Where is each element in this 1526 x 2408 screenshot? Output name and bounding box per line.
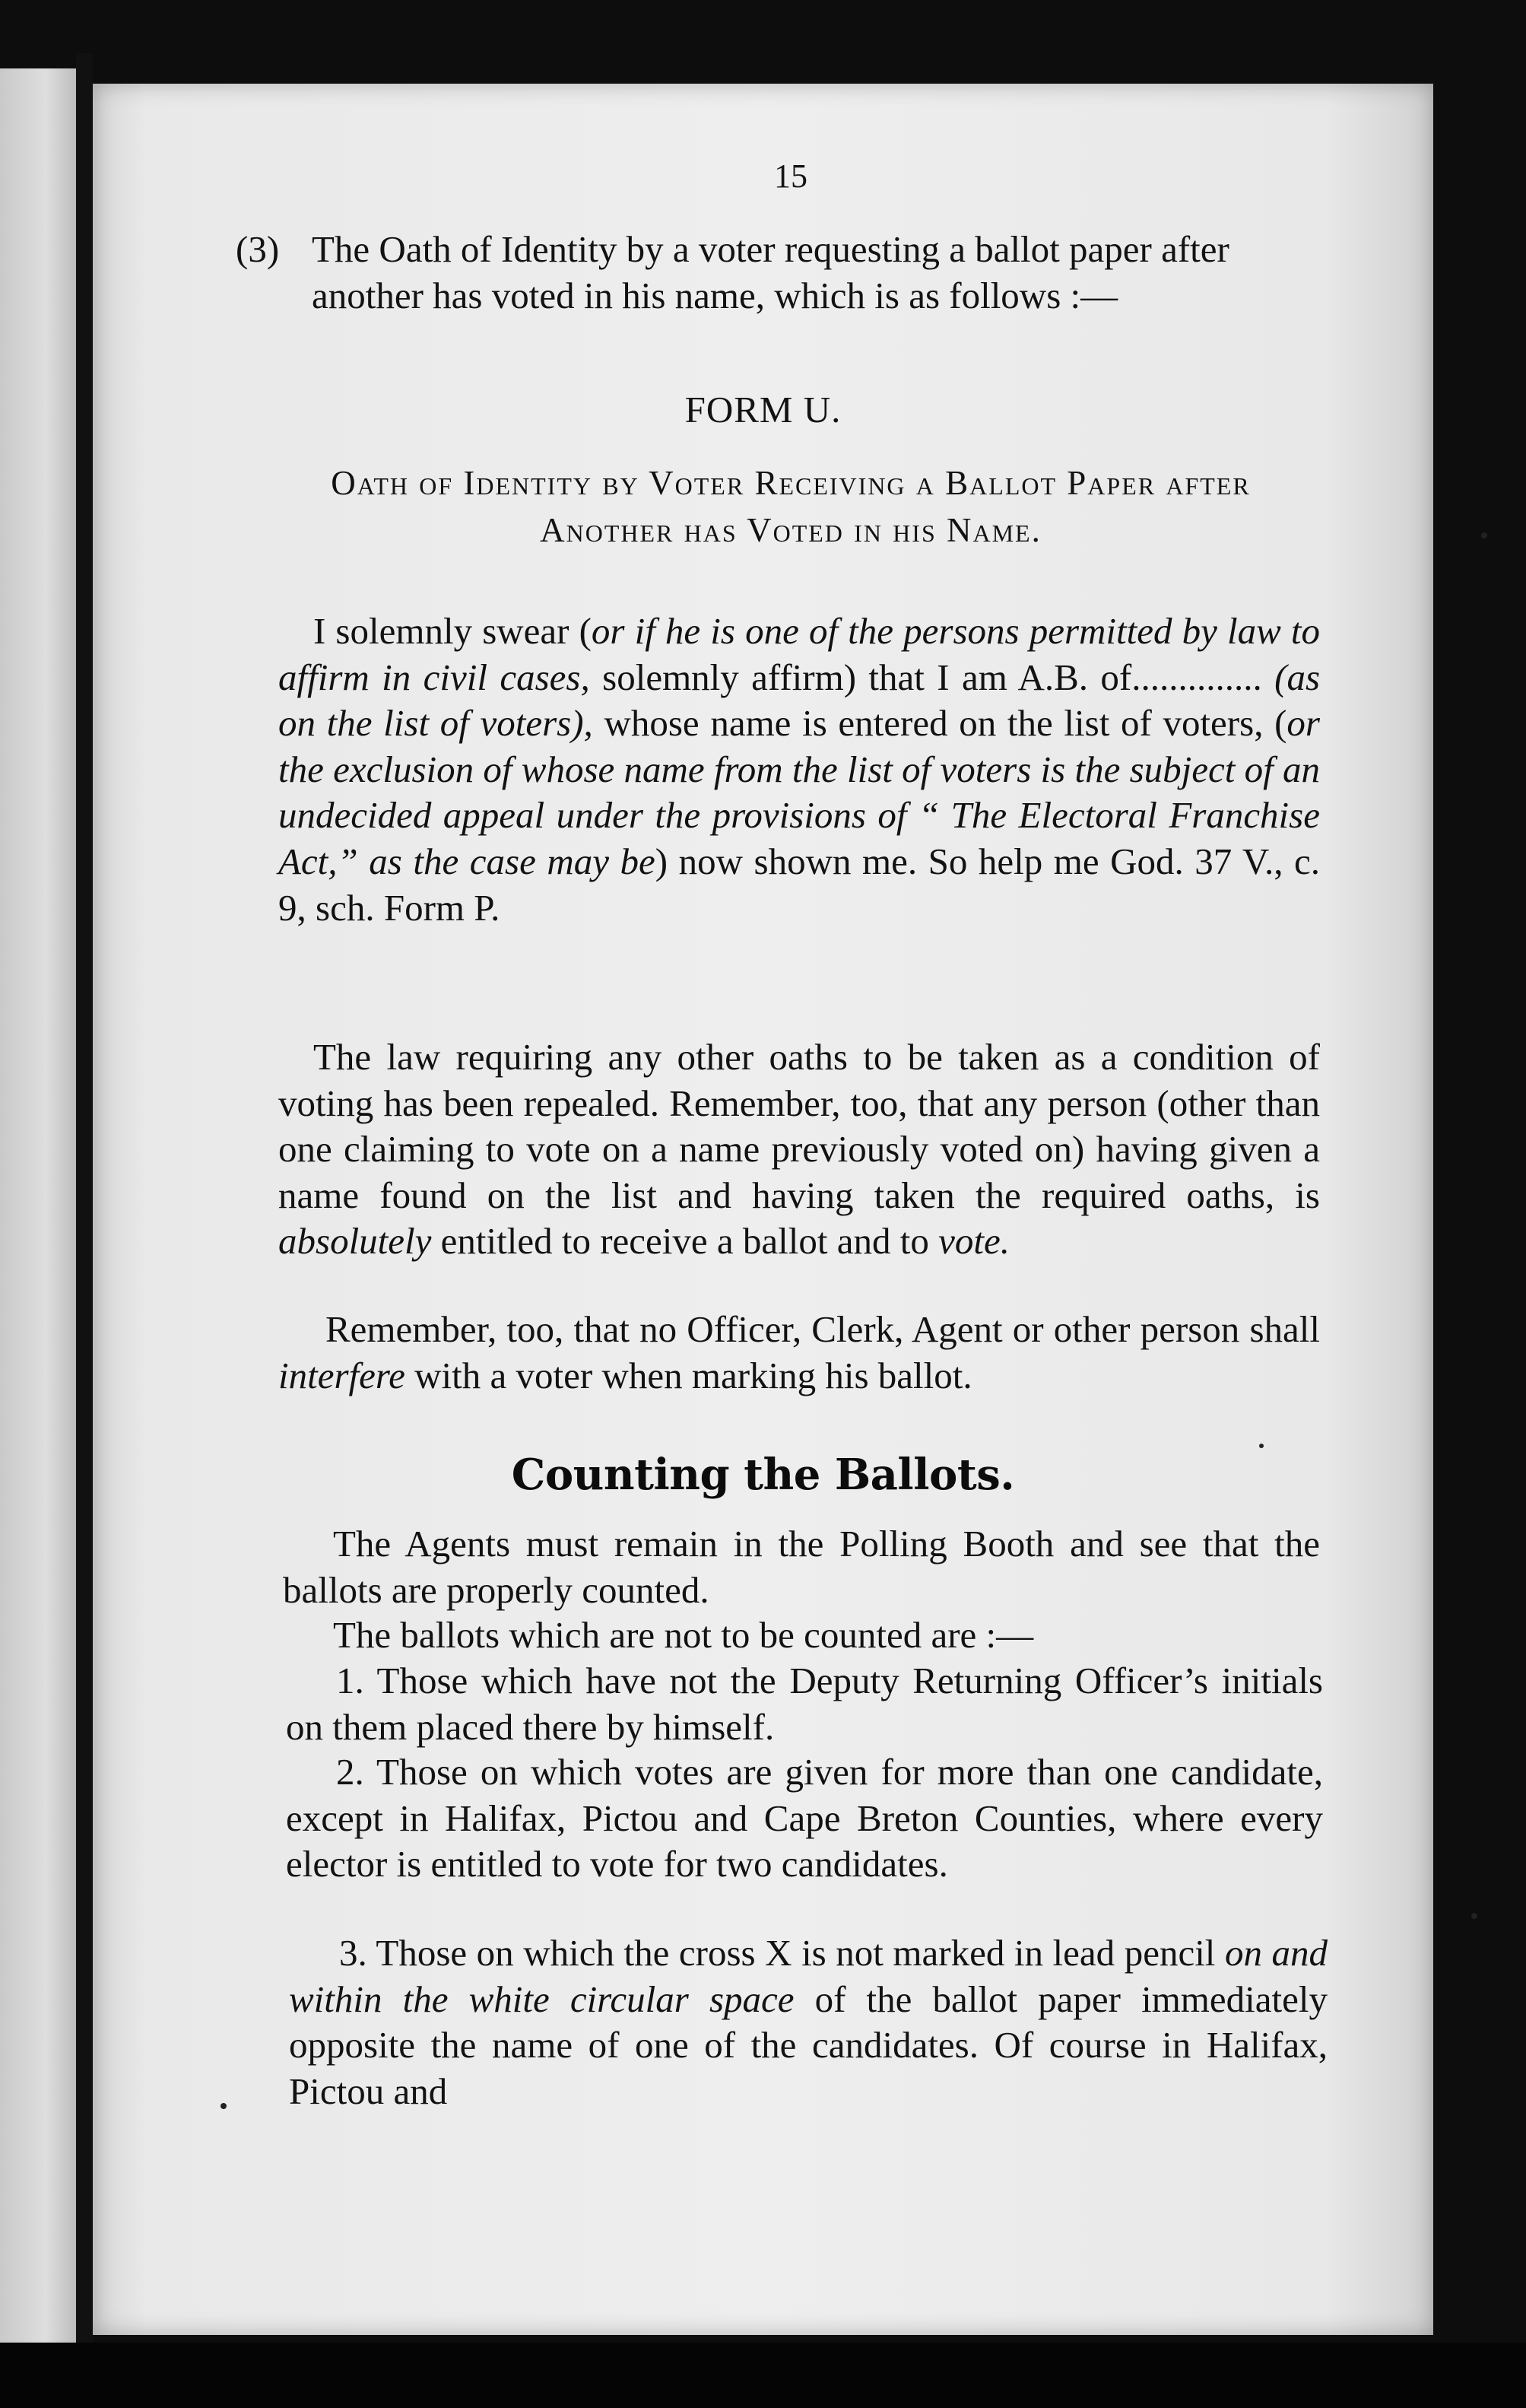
oath-text-2: solemnly affirm) that I am A.B. of.............. [589, 656, 1275, 698]
scan-border [0, 2343, 1526, 2408]
oath-text-3: whose name is entered on the list of voters, ( [592, 702, 1287, 745]
rule-2-paragraph: 2. Those on which votes are given for more than one candidate, except in Halifax, Pictou and Cape Breton Counties, where every elector is entitled to vote for two candidates. [286, 1751, 1323, 1885]
oath-italic-3: or the exclusion of whose name from the list of voters is the subject of an undecided appeal under the provisions of “ The Electoral Franchise Act,” as the case may be [278, 702, 1320, 882]
rule-3-paragraph [289, 1930, 1328, 2114]
rule-1-paragraph: 1. Those which have not the Deputy Returning Officer’s initials on them placed there by himself. [286, 1660, 1323, 1748]
scan-speck [1471, 1913, 1477, 1919]
oath-italic-1: or if he is one of the persons permitted by law to affirm in civil cases, [278, 610, 1320, 698]
scan-speck [1259, 1444, 1264, 1448]
rule-3-text-2: of the ballot paper immediately opposite the name of one of the candidates. Of course in Halifax, Pictou and [289, 1978, 1328, 2112]
oath-of-identity-item [236, 227, 1309, 319]
rule-3-text-1: 3. Those on which the cross X is not marked in lead pencil [339, 1932, 1225, 1974]
law-text-2: entitled to receive a ballot and to [431, 1220, 939, 1263]
scan-speck [1481, 532, 1487, 538]
oath-text-1: I solemnly swear ( [313, 610, 592, 652]
law-italic-1: absolutely [278, 1220, 432, 1263]
law-text-1: The law requiring any other oaths to be taken as a condition of voting has been repealed. Remember, too, that any person (other than one claiming to vote on a name previously voted on) having given a name found on the list and having taken the required oaths, is [278, 1036, 1320, 1216]
scan-speck [220, 2103, 227, 2109]
law-paragraph [278, 1034, 1320, 1265]
oath-paragraph [278, 608, 1320, 931]
item-number: (3) [236, 228, 280, 270]
rule-3-italic-1: on and within the white circular space [289, 1932, 1328, 2020]
form-title: FORM U. [684, 389, 842, 430]
section-heading: Counting the Ballots. [511, 1450, 1015, 1500]
not-counted-paragraph: The ballots which are not to be counted are :— [333, 1614, 1034, 1656]
oath-text-4: ) now shown me. So help me God. 37 V., c. 9, sch. Form P. [278, 840, 1320, 929]
remember-italic-1: interfere [278, 1354, 405, 1396]
page-number: 15 [774, 157, 807, 195]
form-heading: Oath of Identity by Voter Receiving a Ballot Paper after Another has Voted in his Name. [331, 464, 1251, 549]
remember-paragraph [278, 1307, 1320, 1399]
oath-italic-2: (as on the list of voters), [278, 656, 1321, 745]
item-text: The Oath of Identity by a voter requesting a ballot paper after another has voted in his name, which is as follows :— [312, 228, 1229, 316]
agents-paragraph: The Agents must remain in the Polling Booth and see that the ballots are properly counted. [283, 1523, 1320, 1611]
law-italic-2: vote. [938, 1220, 1010, 1263]
remember-text-2: with a voter when marking his ballot. [405, 1354, 972, 1396]
remember-text-1: Remember, too, that no Officer, Clerk, Agent or other person shall [325, 1308, 1320, 1350]
